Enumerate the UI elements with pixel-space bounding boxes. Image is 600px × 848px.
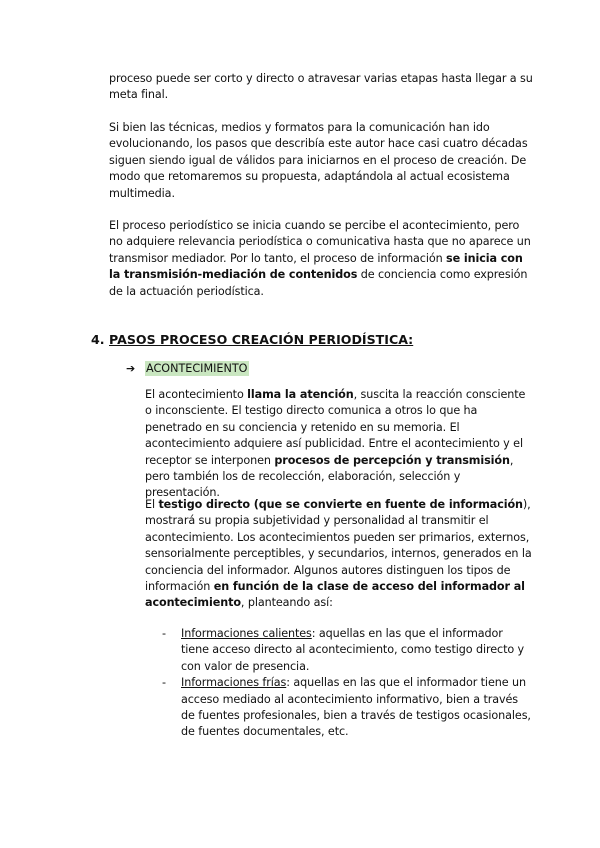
dash-bullet: - (162, 627, 166, 640)
list-item (162, 675, 534, 741)
section-heading (91, 331, 531, 349)
p1-bold-2: procesos de percepción y transmisión (274, 453, 510, 467)
section-number: 4. (91, 332, 105, 347)
list-item-text: : aquellas en las que el informador tiene acceso directo al acontecimiento, como testigo directo y con valor de presencia. (181, 627, 525, 673)
list-item-term: Informaciones frías (181, 676, 287, 690)
intro-paragraph-2: Si bien las técnicas, medios y formatos para la comunicación han ido evolucionando, los pasos que describía este autor hace casi cuatro décadas siguen siendo igual de válidos para iniciarnos en el proceso de creación. De modo que retomaremos su propuesta, adaptándola al actual ecosistema multimedia. (109, 121, 528, 200)
p1-text-e: , pero también los de recolección, elaboración, selección y presentación. (145, 453, 514, 500)
list-item-term: Informaciones calientes (181, 627, 312, 640)
p2-text-c: ), mostrará su propia subjetividad y personalidad al transmitir el acontecimiento. Los acontecimientos pueden ser primarios, externos, sensorialmente perceptibles, y secundarios, internos, generados en la conciencia del informador. Algunos autores distinguen los tipos de información (145, 498, 532, 594)
p1-text-c: , suscita la reacción consciente o inconsciente. El testigo directo comunica a otros lo que ha penetrado en su conciencia y retenido en su memoria. El acontecimiento adquiere así publicidad. Entre el acontecimiento y el receptor se interponen (145, 388, 526, 467)
p2-text-a: El (145, 498, 159, 511)
p1-text-a: El acontecimiento (145, 388, 248, 401)
highlighted-term: ACONTECIMIENTO (146, 362, 248, 375)
arrow-right-icon: ➔ (126, 362, 136, 375)
intro-paragraph-1: proceso puede ser corto y directo o atravesar varias etapas hasta llegar a su meta final. (109, 72, 533, 102)
bullet-acontecimiento (126, 361, 249, 377)
p2-text-e: , planteando así: (240, 596, 333, 610)
intro-p3-text-a: El proceso periodístico se inicia cuando se percibe el acontecimiento, pero no adquiere relevancia periodística o comunicativa hasta que no aparece un transmisor mediador. Por lo tanto, el proceso de información (109, 219, 531, 265)
intro-paragraph-3 (109, 218, 533, 300)
intro-p3-text-c: de conciencia como expresión de la actuación periodística. (109, 268, 528, 298)
information-types-list (162, 626, 534, 741)
acontecimiento-paragraph-1 (145, 387, 535, 502)
intro-p3-bold: se inicia con la transmisión-mediación de contenidos (109, 251, 523, 282)
section-title: PASOS PROCESO CREACIÓN PERIODÍSTICA: (109, 332, 414, 347)
list-item-text: : aquellas en las que el informador tiene un acceso mediado al acontecimiento informativo, bien a través de fuentes profesionales, bien a través de testigos ocasionales, de fuentes documentales, etc. (181, 676, 531, 739)
p2-bold-1: testigo directo (que se convierte en fuente de información (158, 498, 523, 511)
acontecimiento-paragraph-2 (145, 497, 535, 612)
p1-bold-1: llama la atención (247, 388, 354, 401)
p2-bold-2: en función de la clase de acceso del informador al acontecimiento (145, 580, 525, 610)
dash-bullet: - (162, 676, 166, 690)
list-item (162, 626, 534, 675)
